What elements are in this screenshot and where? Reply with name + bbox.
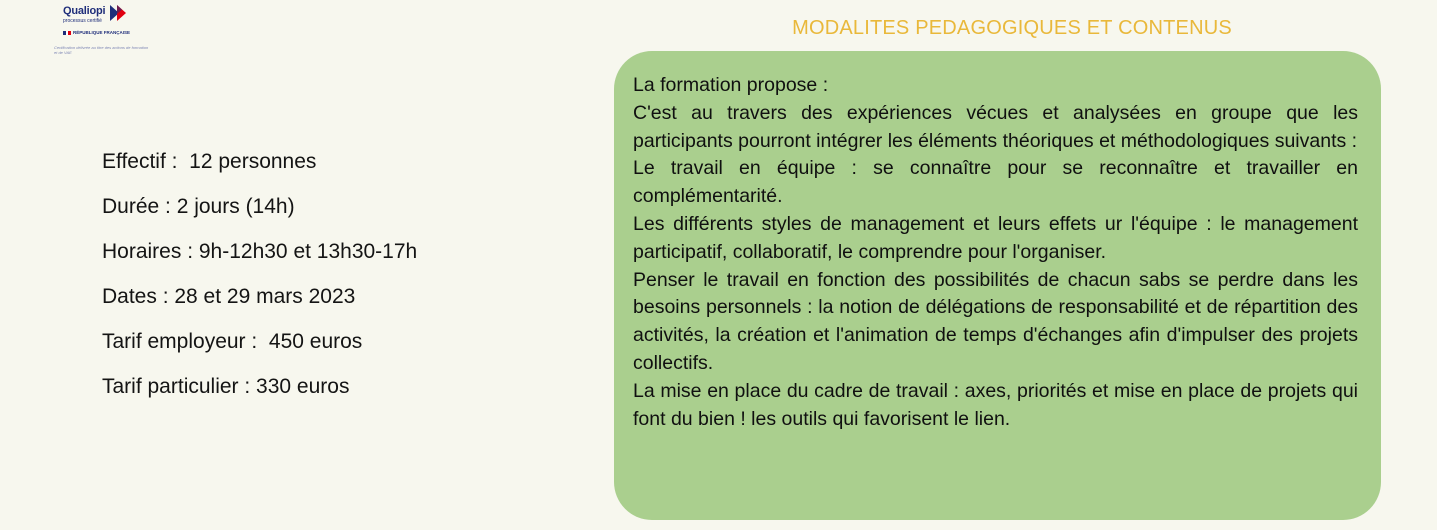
info-hours: Horaires : 9h-12h30 et 13h30-17h xyxy=(102,240,418,263)
logo-certification-note: Certification délivrée au titre des actions de formation et de VAE xyxy=(54,45,149,55)
qualiopi-logo xyxy=(54,4,154,60)
content-box xyxy=(614,51,1381,520)
content-paragraph: Penser le travail en fonction des possibilités de chacun sabs se perdre dans les besoins personnels : la notion de délégations de responsabilité et de répartition des activités, la création et l'animation de temps d'échanges afin d'impulser des projets collectifs. xyxy=(633,268,1358,374)
content-paragraph: Les différents styles de management et leurs effets ur l'équipe : le management participatif, collaboratif, le comprendre pour l'organiser. xyxy=(633,212,1358,263)
french-flag-icon xyxy=(63,31,71,35)
content-paragraph: Le travail en équipe : se connaître pour se reconnaître et travailler en complémentarité. xyxy=(633,157,1358,208)
info-individual-price: Tarif particulier : 330 euros xyxy=(102,375,350,398)
logo-arrows-icon xyxy=(110,5,130,21)
info-dates: Dates : 28 et 29 mars 2023 xyxy=(102,285,356,308)
logo-republic: RÉPUBLIQUE FRANÇAISE xyxy=(73,30,131,35)
content-paragraph: La mise en place du cadre de travail : axes, priorités et mise en place de projets qui font du bien ! les outils qui favorisent le lien. xyxy=(633,379,1358,430)
info-duration: Durée : 2 jours (14h) xyxy=(102,195,295,218)
logo-brand: Qualiopi xyxy=(63,5,106,17)
training-info-list xyxy=(102,147,417,417)
content-paragraph: C'est au travers des expériences vécues et analysées en groupe que les participants pourront intégrer les éléments théoriques et méthodologiques suivants : xyxy=(633,101,1358,152)
info-employer-price: Tarif employeur : 450 euros xyxy=(102,330,363,353)
section-title: MODALITES PEDAGOGIQUES ET CONTENUS xyxy=(792,17,1232,39)
logo-subtitle: processus certifié xyxy=(63,18,102,24)
content-paragraph: La formation propose : xyxy=(633,74,829,96)
info-headcount: Effectif : 12 personnes xyxy=(102,150,317,173)
